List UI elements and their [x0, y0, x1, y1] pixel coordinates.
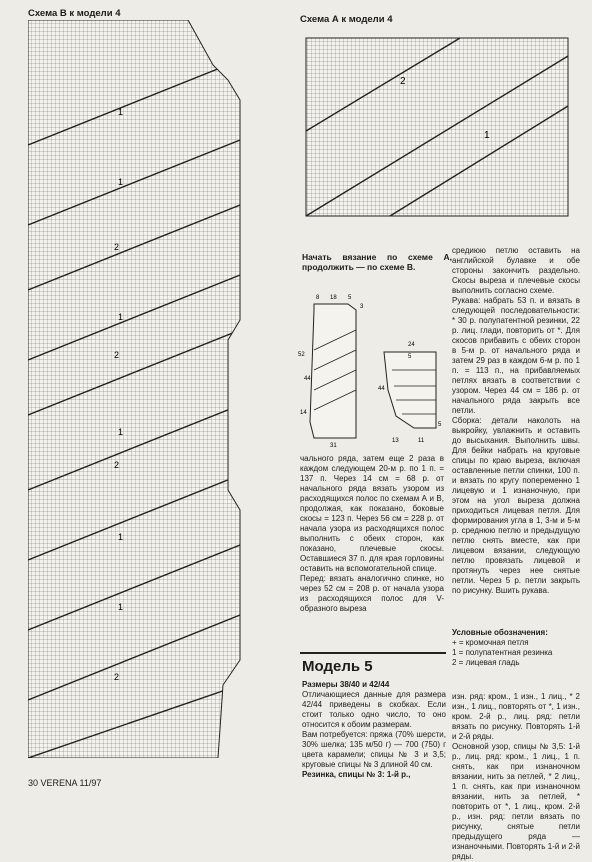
scheme-a-grid [306, 38, 568, 216]
pattern-diagrams [296, 290, 444, 450]
scheme-b-label: 1 [118, 427, 124, 437]
text-paragraph: Рукава: набрать 53 п. и вязать в следующей последовательности: * 30 р. полупатентной резинки, 22 р. лиц. глади, повторить от *. Для скосов прибавить с обеих сторон в 5-м р. от начального ряда и затем 29 раз в каждом 6-м р. по 1 п. = 113 п., на прибавляемых петлях вязать в соответствии с узором. Через 44 см = 186 р. от начального ряда закрыть все петли. [452, 296, 580, 415]
text-paragraph: чального ряда, затем еще 2 раза в каждом следующем 20-м р. по 1 п. = 137 п. Через 14 см = 68 р. от начального ряда вязать узором из расходящихся полос по схемам А и В, продолжая, как показано, боковые скосы = 123 п. Через 56 см = 228 р. от начала узора из расходящихся полос выполнить с обеих сторон, как показано, плечевые скосы. Оставшиеся 37 п. для края горловины оставить на вспомогательной спице. [300, 454, 444, 573]
dim-label: 3 [360, 304, 364, 310]
scheme-b-label: 1 [118, 602, 124, 612]
dim-label: 44 [378, 386, 385, 392]
dim-label: 31 [330, 443, 337, 449]
scheme-a-title: Схема А к модели 4 [300, 14, 393, 25]
dim-label: 44 [304, 376, 311, 382]
sleeves-text [452, 246, 580, 596]
model5-body: Отличающиеся данные для размера 42/44 приведены в скобках. Если стоит только одно число, то оно относится к обоим размерам. [302, 690, 446, 729]
model5-rib: Резинка, спицы № 3: 1-й р., [302, 770, 411, 779]
scheme-a-label-1: 1 [484, 130, 490, 141]
text-paragraph: Перед: вязать аналогично спинке, но через 52 см = 208 р. от начала узора из расходящихся полос для V-образного выреза [300, 574, 444, 613]
legend-item: + = кромочная петля [452, 638, 529, 647]
model5-need: Вам потребуется: пряжа (70% шерсти, 30% шелка; 135 м/50 г) — 700 (750) г цвета карамели; спицы № 3 и 3,5; круговые спицы № 3 длиной 40 см. [302, 730, 446, 769]
legend-item: 2 = лицевая гладь [452, 658, 520, 667]
dim-label: 8 [316, 295, 320, 301]
model5-right-text [452, 692, 580, 862]
text-paragraph: изн. ряд: кром., 1 изн., 1 лиц., * 2 изн., 1 лиц., повторять от *, 1 изн., кром. 2-й р., лиц. ряд: петли вязать по рисунку. Повторять 1-й и 2-й ряды. [452, 692, 580, 741]
text-paragraph: Основной узор, спицы № 3,5: 1-й р., лиц. ряд: кром., 1 лиц., 1 п. снять, как при изнаночном вязании, нить за петлей, * 2 лиц., 1 п. снять, как при изнаночном вязании, нить за петлей, * повторить от *, 1 лиц., кром. 2-й р., изн. ряд: петли вязать по рисунку, снятые петли предыдущего ряда — изнаночными. Повторять 1-й и 2-й ряды. [452, 742, 580, 861]
scheme-b-grid [28, 20, 240, 758]
text-paragraph: средиюю петлю оставить на английской булавке и обе стороны закончить раздельно. Скосы выреза и плечевые скосы выполнить согласно схеме. [452, 246, 580, 295]
model5-text [302, 680, 446, 780]
text-paragraph: Сборка: детали наколоть на выкройку, увлажнить и оставить до высыхания. Выполнить швы. Для бейки набрать на круговые спицы по краю выреза, включая оставленные петли спинки, 100 п. и вязать по кругу попеременно 1 лицевую и 1 изнаночную, при этом на угол выреза должна приходиться лицевая петля. Для формирования угла в 1, 3-м и 5-м р. среднюю петлю и предыдущую петлю снять вместе, как при лицевом вязании, следующую петлю провязать лицевой и протянуть через нее снятые петли. Через 5 р. петли закрыть по рисунку. Вшить рукава. [452, 416, 580, 595]
model5-sizes: Размеры 38/40 и 42/44 [302, 680, 390, 689]
legend [452, 628, 580, 668]
legend-item: 1 = полупатентная резинка [452, 648, 553, 657]
scheme-b-label: 1 [118, 312, 124, 322]
dim-label: 14 [300, 410, 307, 416]
dim-label: 24 [408, 342, 415, 348]
page-footer: 30 VERENA 11/97 [28, 778, 102, 788]
scheme-b-svg [28, 20, 256, 758]
scheme-b-label: 1 [118, 532, 124, 542]
scheme-b-label: 2 [114, 460, 120, 470]
scheme-b-chart [28, 20, 256, 758]
scheme-b-label: 2 [114, 242, 120, 252]
dim-label: 5 [348, 295, 352, 301]
model5-rule [300, 652, 446, 654]
back-text [300, 454, 444, 614]
scheme-b-label: 2 [114, 672, 120, 682]
scheme-a-svg [300, 26, 578, 220]
dim-label: 18 [330, 295, 337, 301]
model5-heading: Модель 5 [302, 658, 373, 675]
dim-label: 11 [418, 438, 425, 444]
scheme-a-label-2: 2 [400, 76, 406, 87]
dim-label: 13 [392, 438, 399, 444]
dim-label: 5 [408, 354, 412, 360]
start-note: Начать вязание по схеме А, продолжить — по схеме В. [302, 252, 452, 272]
legend-title: Условные обозначения: [452, 628, 548, 637]
dim-label: 52 [298, 352, 305, 358]
dim-label: 5 [438, 422, 442, 428]
pattern-diagram-svg [296, 290, 444, 450]
scheme-b-label: 2 [114, 350, 120, 360]
scheme-b-label: 1 [118, 177, 124, 187]
scheme-b-label: 1 [118, 107, 124, 117]
scheme-a-chart [300, 26, 578, 220]
scheme-b-title: Схема В к модели 4 [28, 8, 121, 19]
